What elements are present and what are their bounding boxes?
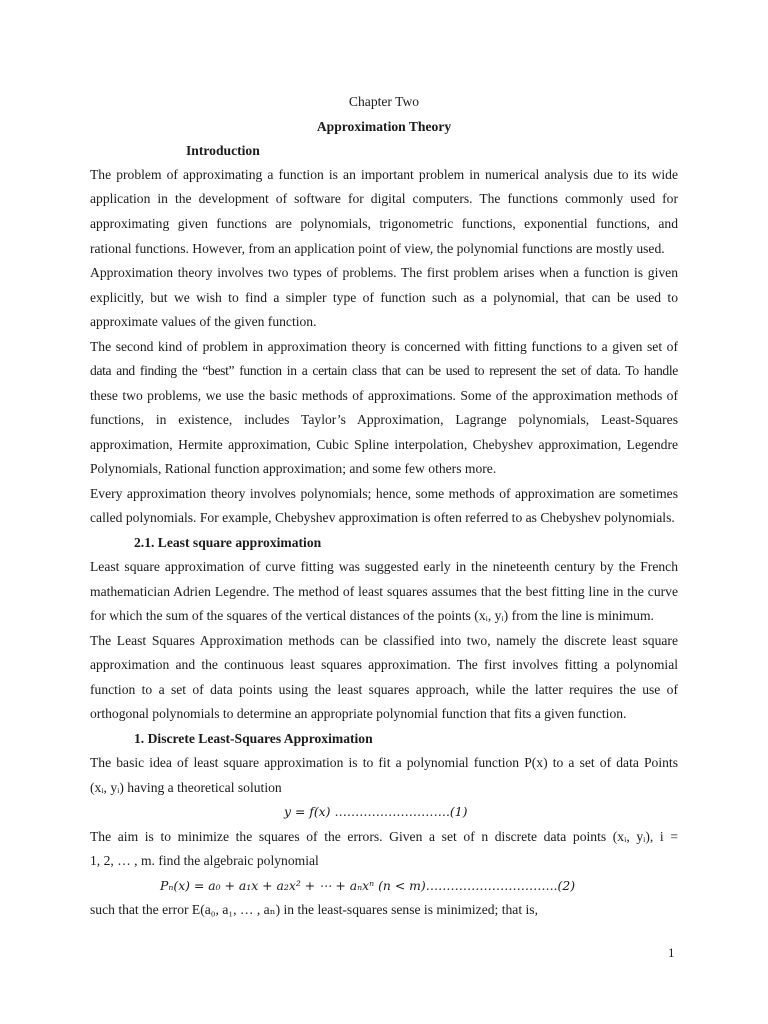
subsection-heading: 1. Discrete Least-Squares Approximation (134, 731, 373, 746)
section-line: for which the sum of the squares of the vertical distances of the points (xᵢ, yᵢ) from the line is minimum. (90, 608, 654, 623)
intro-line: application in the development of software for digital computers. The functions commonly used for (90, 191, 678, 206)
intro-line: The problem of approximating a function is an important problem in numerical analysis due to its wide (90, 167, 678, 182)
section-line: approximation and the continuous least squares approximation. The first involves fitting a polynomial (90, 657, 678, 672)
intro-line: Polynomials, Rational function approximation; and some few others more. (90, 461, 497, 476)
page-number: 1 (668, 945, 675, 960)
equation-2: Pₙ(x) = a₀ + a₁x + a₂x² + ⋯ + aₙxⁿ (n < m)…………………………..(2) (160, 878, 576, 893)
subsection-line: (xᵢ, yᵢ) having a theoretical solution (90, 780, 282, 795)
aim-line: The aim is to minimize the squares of the errors. Given a set of n discrete data points (xᵢ, yᵢ), i = (90, 829, 678, 844)
intro-line: approximating given functions are polynomials, trigonometric functions, exponential functions, and (90, 216, 678, 231)
intro-line: called polynomials. For example, Chebyshev approximation is often referred to as Chebyshev polynomials. (90, 510, 675, 525)
section-line: The Least Squares Approximation methods can be classified into two, namely the discrete least square (90, 633, 678, 648)
intro-heading: Introduction (186, 143, 260, 158)
intro-line: approximate values of the given function. (90, 314, 317, 329)
final-line: such that the error E(a₀, a₁, … , aₙ) in the least-squares sense is minimized; that is, (90, 902, 538, 917)
intro-line: Every approximation theory involves polynomials; hence, some methods of approximation are sometimes (90, 486, 678, 501)
section-line: orthogonal polynomials to determine an appropriate polynomial function that fits a given function. (90, 706, 627, 721)
chapter-label: Chapter Two (348, 94, 420, 109)
intro-line: approximation, Hermite approximation, Cubic Spline interpolation, Chebyshev approximation, Legendre (90, 437, 678, 452)
chapter-title: Approximation Theory (316, 119, 452, 134)
intro-line: Approximation theory involves two types of problems. The first problem arises when a function is given (90, 265, 678, 280)
equation-1: y = f(x) ……………………….(1) (284, 804, 468, 819)
subsection-line: The basic idea of least square approximation is to fit a polynomial function P(x) to a set of data Points (90, 755, 678, 770)
intro-line: these two problems, we use the basic methods of approximations. Some of the approximation methods of (90, 388, 678, 403)
intro-line: explicitly, but we wish to find a simpler type of function such as a polynomial, that can be used to (90, 290, 678, 305)
intro-line: functions, in existence, includes Taylor’s Approximation, Lagrange polynomials, Least-Squares (90, 412, 678, 427)
aim-line: 1, 2, … , m. find the algebraic polynomial (90, 853, 319, 868)
intro-line: rational functions. However, from an application point of view, the polynomial functions are mostly used. (90, 241, 665, 256)
intro-line: The second kind of problem in approximation theory is concerned with fitting functions to a given set of (90, 339, 678, 354)
section-line: Least square approximation of curve fitting was suggested early in the nineteenth century by the French (90, 559, 678, 574)
section-line: function to a set of data points using the least squares approach, while the latter requires the use of (90, 682, 678, 697)
section-heading: 2.1. Least square approximation (134, 535, 322, 550)
intro-line: data and finding the “best” function in a certain class that can be used to represent the set of data. To handle (90, 363, 678, 378)
section-line: mathematician Adrien Legendre. The method of least squares assumes that the best fitting line in the curve (90, 584, 678, 599)
